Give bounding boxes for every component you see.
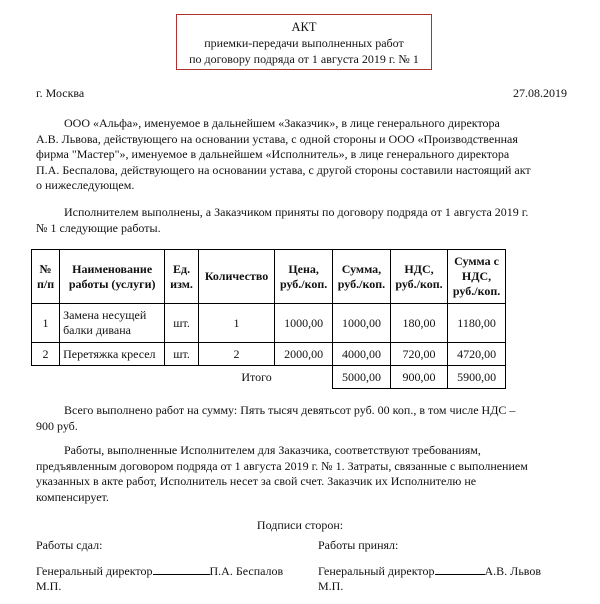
intro-line: фирма "Мастер"», именуемое в дальнейшем «Исполнитель», в лице генерального директора (36, 147, 510, 161)
col-sum-header: Сумма, руб./коп. (333, 250, 391, 304)
cell-vat: 180,00 (390, 304, 447, 343)
total-sum: 5000,00 (333, 366, 391, 389)
signature-line (435, 563, 485, 575)
cell-num: 2 (32, 343, 60, 366)
intro-line: ООО «Альфа», именуемое в дальнейшем «Заказчик», в лице генерального директора (64, 116, 500, 130)
compliance-paragraph (36, 443, 567, 505)
works-intro-line: № 1 следующие работы. (36, 220, 161, 235)
cell-sum-vat: 1180,00 (448, 304, 506, 343)
cell-name: Замена несущей балки дивана (60, 304, 165, 343)
total-row (32, 366, 506, 389)
signature-right (318, 538, 541, 595)
cell-unit: шт. (165, 304, 199, 343)
cell-price: 2000,00 (275, 343, 333, 366)
cell-num: 1 (32, 304, 60, 343)
works-intro-paragraph (36, 205, 567, 236)
total-text-paragraph (36, 403, 567, 434)
works-intro-line: Исполнителем выполнены, а Заказчиком приняты по договору подряда от 1 августа 2019 г. (64, 205, 529, 219)
cell-price: 1000,00 (275, 304, 333, 343)
place-date-row (36, 86, 567, 101)
col-unit-header: Ед. изм. (165, 250, 199, 304)
total-label: Итого (241, 369, 272, 384)
total-text-line: 900 руб. (36, 418, 78, 433)
works-table (31, 249, 506, 389)
table-header-row (32, 250, 506, 304)
table-row (32, 343, 506, 366)
right-heading: Работы принял: (318, 538, 399, 552)
total-sum-vat: 5900,00 (448, 366, 506, 389)
intro-line: П.А. Беспалова, действующего на основании устава, с другой стороны составили настоящий акт (36, 162, 531, 177)
act-subtitle-1: приемки-передачи выполненных работ (204, 36, 404, 50)
act-title-box (176, 14, 432, 70)
left-sign-line (36, 563, 283, 580)
cell-name: Перетяжка кресел (60, 343, 165, 366)
signature-left (36, 538, 283, 595)
right-name: А.В. Львов (484, 563, 542, 578)
cell-unit: шт. (165, 343, 199, 366)
left-stamp: М.П. (36, 579, 62, 593)
intro-line: о нижеследующем. (36, 178, 135, 192)
cell-qty: 2 (198, 343, 274, 366)
col-sum-vat-header: Сумма с НДС, руб./коп. (448, 250, 506, 304)
compliance-line: указанных в акте работ, Исполнитель несет за свой счет. Заказчик их Исполнителю не (36, 474, 477, 488)
intro-paragraph (36, 116, 567, 194)
compliance-line: предъявленным договором подряда от 1 августа 2019 г. № 1. Затраты, связанные с выполнением (36, 458, 528, 473)
date: 27.08.2019 (513, 86, 567, 100)
col-num-header: № п/п (32, 250, 60, 304)
total-vat: 900,00 (390, 366, 447, 389)
right-sign-line (318, 563, 541, 580)
col-qty-header: Количество (198, 250, 274, 304)
left-name: П.А. Беспалов (209, 563, 284, 578)
left-heading: Работы сдал: (36, 538, 103, 552)
right-stamp: М.П. (318, 579, 344, 593)
place: г. Москва (36, 86, 85, 100)
signature-line (153, 563, 210, 575)
act-subtitle-2: по договору подряда от 1 августа 2019 г. № 1 (189, 52, 419, 66)
col-name-header: Наименование работы (услуги) (60, 250, 165, 304)
right-role: Генеральный директор (318, 563, 435, 578)
intro-line: А.В. Львова, действующего на основании устава, с одной стороны и ООО «Производственная (36, 131, 518, 146)
compliance-line: компенсирует. (36, 489, 109, 504)
cell-sum: 1000,00 (333, 304, 391, 343)
table-row (32, 304, 506, 343)
left-role: Генеральный директор (36, 563, 153, 578)
cell-sum: 4000,00 (333, 343, 391, 366)
total-text-line: Всего выполнено работ на сумму: Пять тысяч девятьсот руб. 00 коп., в том числе НДС – (64, 403, 516, 417)
cell-sum-vat: 4720,00 (448, 343, 506, 366)
act-title: АКТ (291, 20, 317, 34)
compliance-line: Работы, выполненные Исполнителем для Заказчика, соответствуют требованиям, (64, 443, 481, 457)
col-price-header: Цена, руб./коп. (275, 250, 333, 304)
col-vat-header: НДС, руб./коп. (390, 250, 447, 304)
signatures-title: Подписи сторон: (256, 518, 344, 532)
cell-vat: 720,00 (390, 343, 447, 366)
cell-qty: 1 (198, 304, 274, 343)
